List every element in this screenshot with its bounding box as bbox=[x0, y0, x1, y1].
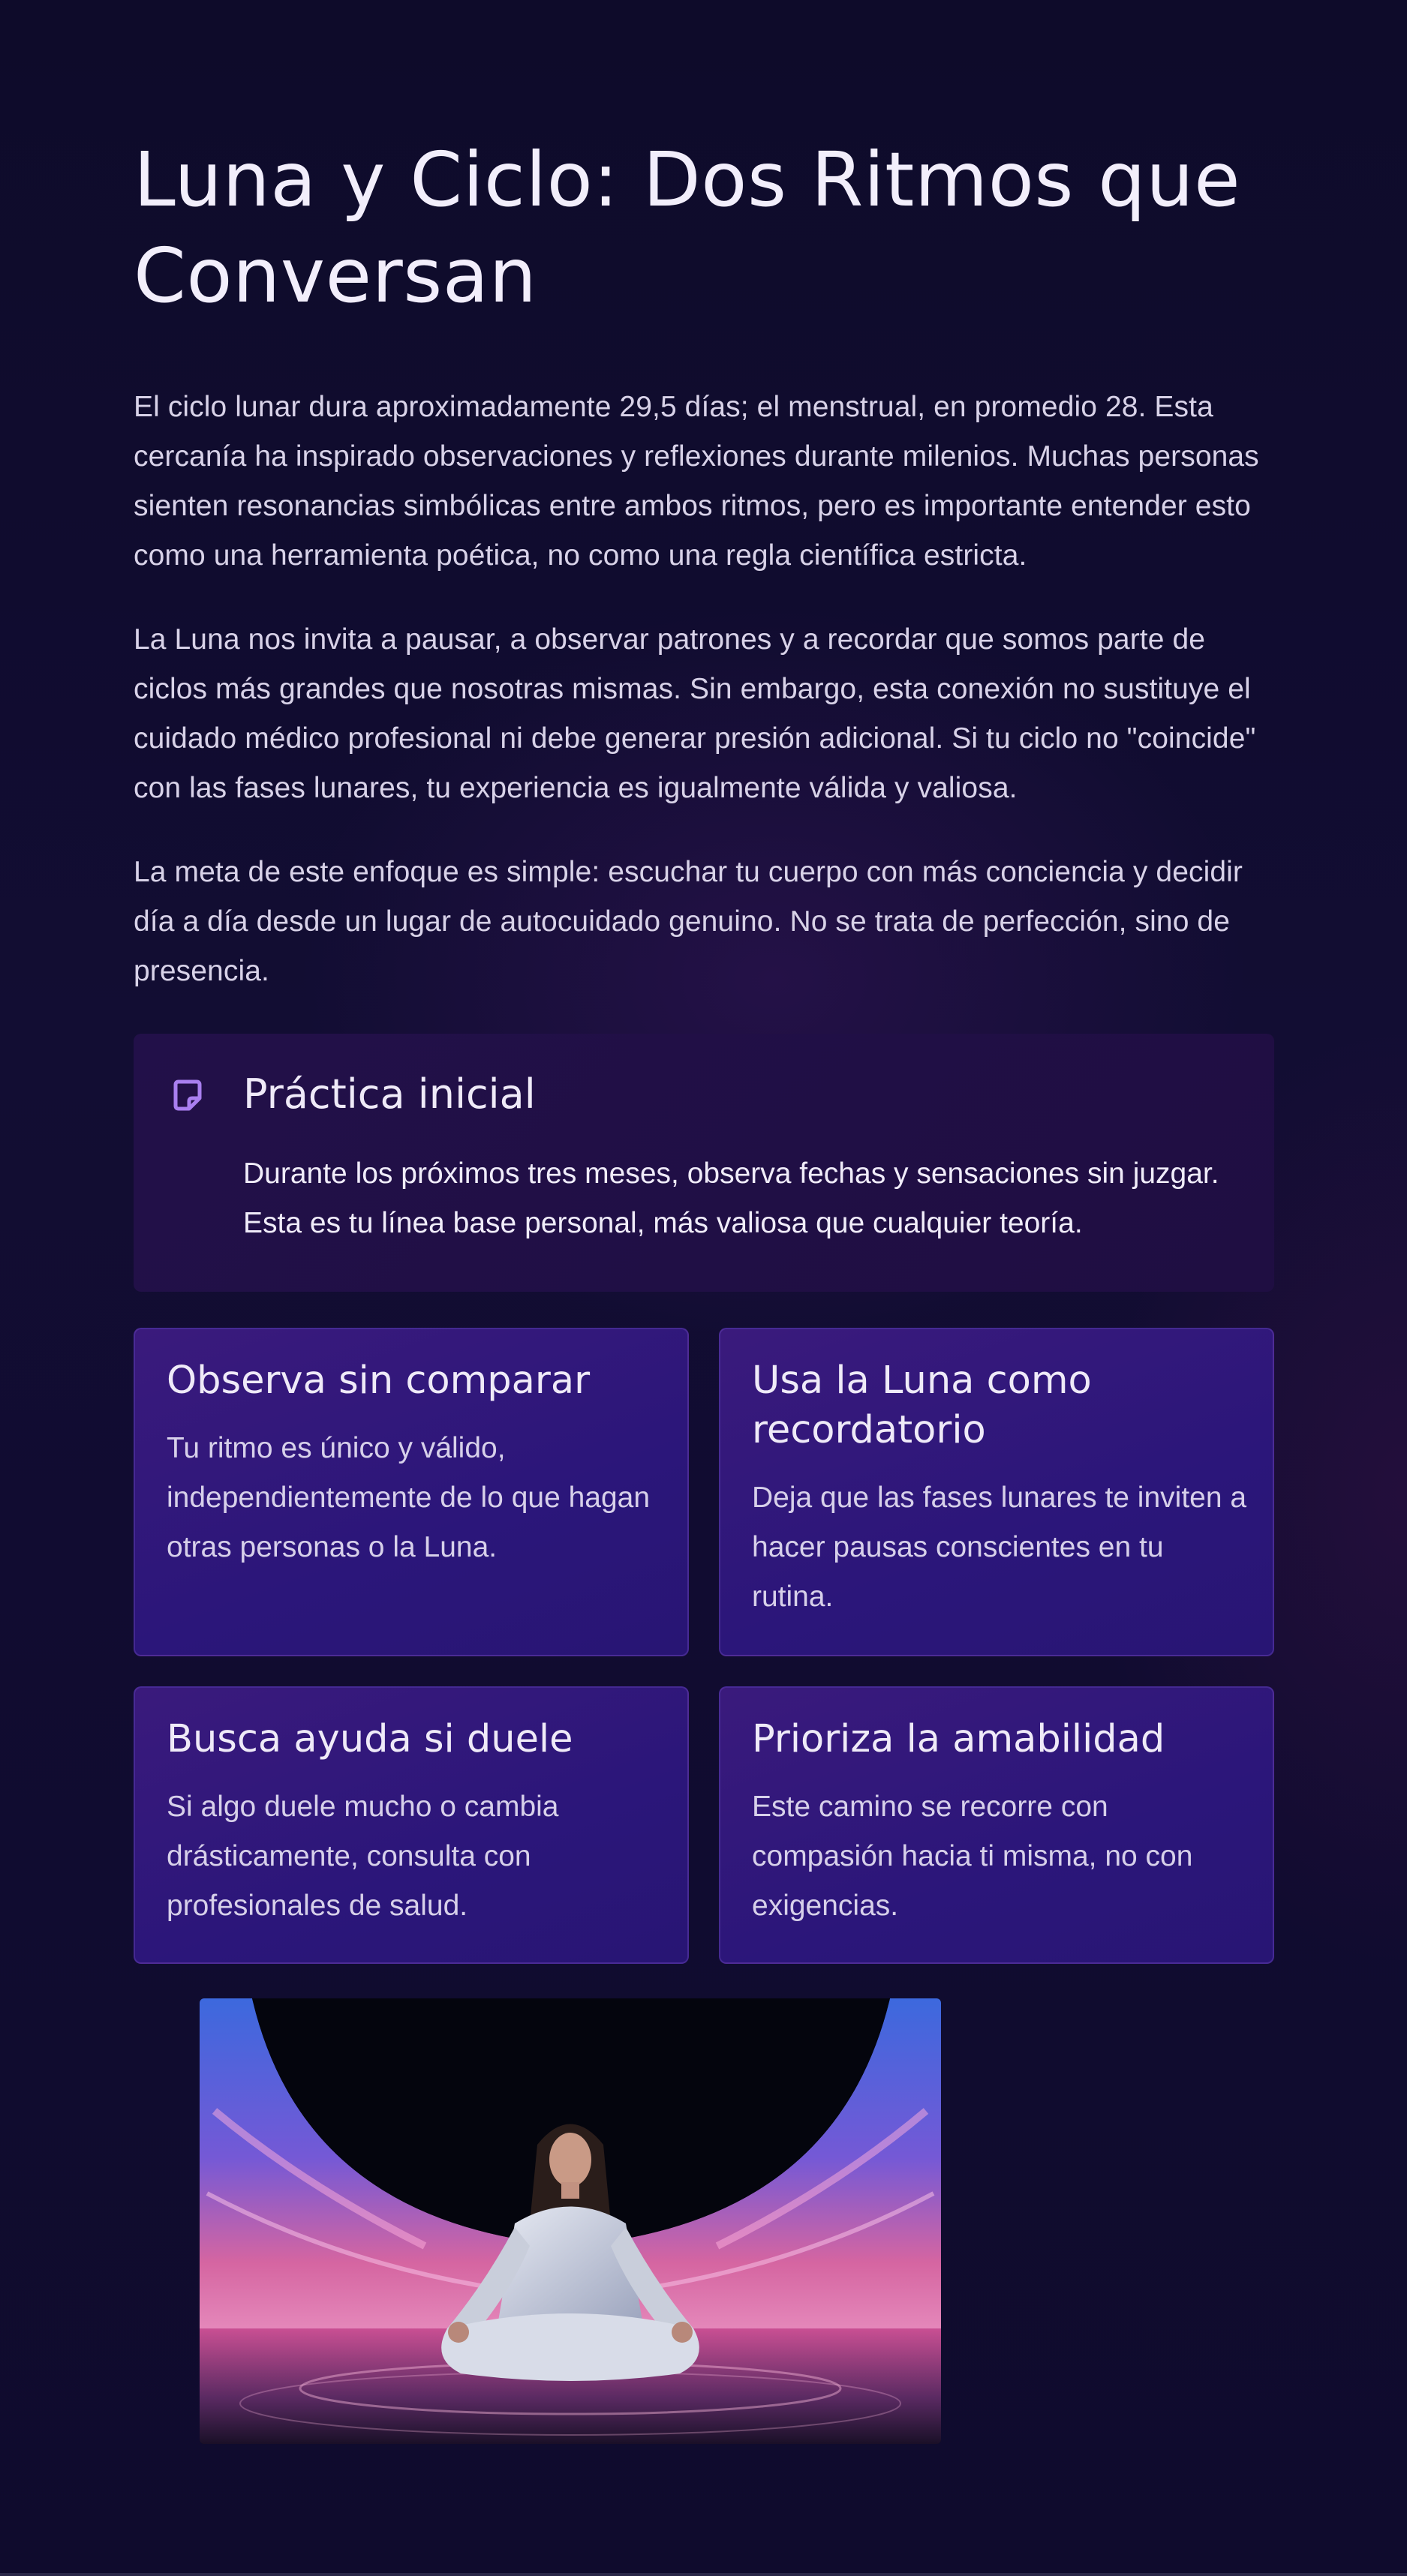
card-title: Busca ayuda si duele bbox=[167, 1717, 573, 1761]
tip-card-kindness bbox=[719, 1686, 1274, 1964]
card-title: Observa sin comparar bbox=[167, 1359, 591, 1403]
intro-paragraph-3: La meta de este enfoque es simple: escuchar tu cuerpo con más conciencia y decidir día a día desde un lugar de autocuidado genuino. No se trata de perfección, sino de presencia. bbox=[134, 856, 1243, 987]
intro-paragraph-1: El ciclo lunar dura aproximadamente 29,5 días; el menstrual, en promedio 28. Esta cercanía ha inspirado observaciones y reflexiones durante milenios. Muchas personas sienten resonancias simbólicas entre ambos ritmos, pero es importante entender esto como una herramienta poética, no como una regla científica estricta. bbox=[134, 391, 1259, 572]
tip-card-seek-help bbox=[134, 1686, 689, 1964]
page-bottom-divider bbox=[0, 2573, 1407, 2576]
page-title: Luna y Ciclo: Dos Ritmos que Conversan bbox=[134, 136, 1241, 320]
sticky-note-icon bbox=[170, 1077, 206, 1113]
card-text: Este camino se recorre con compasión hacia ti misma, no con exigencias. bbox=[752, 1791, 1193, 1922]
hero-image-meditation-moon bbox=[200, 1998, 941, 2444]
card-title: Prioriza la amabilidad bbox=[752, 1717, 1165, 1761]
card-title: Usa la Luna como recordatorio bbox=[752, 1359, 1092, 1452]
tip-card-moon-reminder bbox=[719, 1328, 1274, 1656]
card-text: Si algo duele mucho o cambia drásticamente, consulta con profesionales de salud. bbox=[167, 1791, 559, 1922]
practice-text: Durante los próximos tres meses, observa fechas y sensaciones sin juzgar. Esta es tu línea base personal, más valiosa que cualquier teoría. bbox=[243, 1157, 1219, 1239]
card-text: Tu ritmo es único y válido, independientemente de lo que hagan otras personas o la Luna. bbox=[167, 1432, 651, 1563]
practice-title: Práctica inicial bbox=[243, 1070, 536, 1118]
tip-card-observe bbox=[134, 1328, 689, 1656]
practice-callout bbox=[134, 1034, 1274, 1292]
card-text: Deja que las fases lunares te inviten a hacer pausas conscientes en tu rutina. bbox=[752, 1482, 1247, 1613]
intro-paragraph-2: La Luna nos invita a pausar, a observar patrones y a recordar que somos parte de ciclos más grandes que nosotras mismas. Sin embargo, esta conexión no sustituye el cuidado médico profesional ni debe generar presión adicional. Si tu ciclo no "coincide" con las fases lunares, tu experiencia es igualmente válida y valiosa. bbox=[134, 623, 1256, 804]
